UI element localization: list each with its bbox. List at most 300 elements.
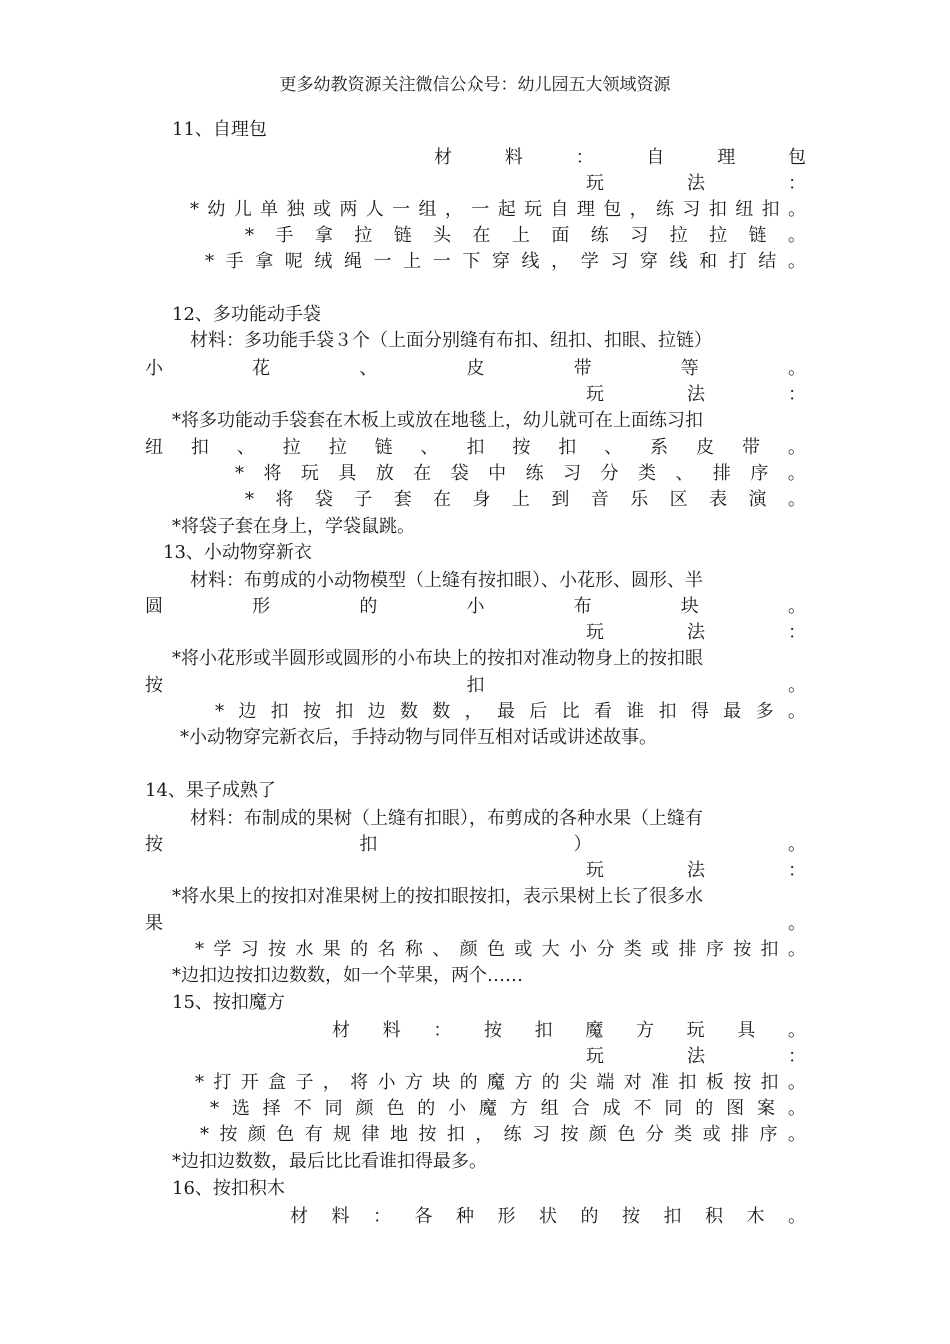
glyph: 两 bbox=[339, 199, 358, 220]
glyph: 或 bbox=[514, 939, 533, 960]
instruction-line: *小动物穿完新衣后，手持动物与同伴互相对话或讲述故事。 bbox=[180, 727, 657, 748]
glyph: 颜 bbox=[247, 1124, 266, 1145]
glyph: 习 bbox=[563, 463, 582, 484]
glyph: 表 bbox=[709, 489, 728, 510]
glyph: 习 bbox=[610, 251, 629, 272]
glyph: 。 bbox=[787, 834, 806, 855]
glyph: 果 bbox=[322, 939, 341, 960]
glyph: 扣 bbox=[761, 199, 780, 220]
glyph: * bbox=[215, 701, 224, 722]
glyph: 习 bbox=[630, 225, 649, 246]
glyph: 排 bbox=[678, 939, 697, 960]
glyph: 下 bbox=[462, 251, 481, 272]
glyph: 习 bbox=[682, 199, 701, 220]
glyph: 按 bbox=[268, 939, 287, 960]
glyph: 的 bbox=[359, 596, 378, 617]
instruction-line bbox=[195, 1070, 806, 1096]
glyph: 排 bbox=[712, 463, 731, 484]
glyph: 拉 bbox=[709, 225, 728, 246]
glyph: 方 bbox=[514, 1072, 533, 1093]
glyph: 数 bbox=[432, 701, 451, 722]
glyph: 手 bbox=[225, 251, 244, 272]
glyph: 或 bbox=[312, 199, 331, 220]
glyph: 布 bbox=[573, 596, 592, 617]
glyph: 单 bbox=[260, 199, 279, 220]
glyph: 一 bbox=[392, 199, 411, 220]
glyph: 尖 bbox=[569, 1072, 588, 1093]
glyph: 玩 bbox=[524, 199, 543, 220]
glyph: 在 bbox=[433, 489, 452, 510]
glyph: 圆 bbox=[145, 596, 163, 617]
glyph: 在 bbox=[413, 463, 432, 484]
glyph: 上 bbox=[511, 225, 530, 246]
glyph: 选 bbox=[231, 1098, 250, 1119]
instruction-line bbox=[200, 1122, 806, 1148]
glyph: 按 bbox=[733, 939, 752, 960]
glyph: 将 bbox=[275, 489, 294, 510]
glyph: 同 bbox=[664, 1098, 683, 1119]
play-method-label bbox=[586, 382, 806, 408]
glyph: 。 bbox=[787, 1098, 806, 1119]
glyph: 花 bbox=[252, 358, 271, 379]
glyph: 的 bbox=[350, 939, 369, 960]
instruction-line bbox=[205, 249, 806, 275]
glyph: 学 bbox=[213, 939, 232, 960]
glyph: 一 bbox=[373, 251, 392, 272]
glyph: 块 bbox=[432, 1072, 451, 1093]
play-method-label bbox=[586, 620, 806, 646]
glyph: 按 bbox=[560, 1124, 579, 1145]
glyph: 手 bbox=[275, 225, 294, 246]
glyph: 对 bbox=[623, 1072, 642, 1093]
instruction-line bbox=[245, 487, 806, 513]
glyph: 习 bbox=[240, 939, 259, 960]
glyph: 学 bbox=[580, 251, 599, 272]
page-header: 更多幼教资源关注微信公众号：幼儿园五大领域资源 bbox=[279, 75, 671, 95]
glyph: 得 bbox=[690, 701, 709, 722]
glyph: * bbox=[200, 1124, 209, 1145]
glyph: ： bbox=[373, 1206, 391, 1227]
glyph: 拿 bbox=[255, 251, 274, 272]
glyph: 形 bbox=[252, 596, 271, 617]
glyph: 法 bbox=[687, 1046, 705, 1067]
instruction-line-cont bbox=[145, 911, 806, 937]
instruction-line bbox=[210, 1096, 806, 1122]
glyph: 。 bbox=[787, 251, 806, 272]
glyph: 木 bbox=[746, 1206, 765, 1227]
glyph: 材 bbox=[332, 1020, 350, 1041]
glyph: 、 bbox=[604, 437, 623, 458]
glyph: 序 bbox=[705, 939, 724, 960]
glyph: 一 bbox=[471, 199, 490, 220]
glyph: 块 bbox=[680, 596, 699, 617]
glyph: ） bbox=[573, 834, 592, 855]
instruction-line: *将袋子套在身上，学袋鼠跳。 bbox=[172, 516, 415, 537]
glyph: 扣 bbox=[446, 1124, 465, 1145]
glyph: 儿 bbox=[233, 199, 252, 220]
glyph: 。 bbox=[787, 225, 806, 246]
glyph: 玩 bbox=[686, 1020, 705, 1041]
glyph: 袋 bbox=[450, 463, 469, 484]
glyph: 玩 bbox=[586, 384, 604, 405]
instruction-line: *将水果上的按扣对准果树上的按扣眼按扣，表示果树上长了很多水 bbox=[172, 886, 703, 907]
glyph: 料 bbox=[331, 1206, 350, 1227]
glyph: 材 bbox=[290, 1206, 308, 1227]
glyph: 魔 bbox=[479, 1098, 498, 1119]
glyph: 组 bbox=[540, 1098, 559, 1119]
glyph: 边 bbox=[367, 701, 386, 722]
glyph: 规 bbox=[333, 1124, 352, 1145]
glyph: 案 bbox=[757, 1098, 776, 1119]
glyph: 、 bbox=[432, 939, 451, 960]
instruction-line: *将小花形或半圆形或圆形的小布块上的按扣对准动物身上的按扣眼 bbox=[172, 648, 703, 669]
instruction-line bbox=[245, 223, 806, 249]
glyph: 身 bbox=[472, 489, 491, 510]
glyph: 按 bbox=[418, 1124, 437, 1145]
glyph: 有 bbox=[304, 1124, 323, 1145]
glyph: 小 bbox=[569, 939, 588, 960]
glyph: 多 bbox=[755, 701, 774, 722]
glyph: ： bbox=[788, 384, 806, 405]
glyph: 方 bbox=[404, 1072, 423, 1093]
glyph: 材 bbox=[434, 147, 452, 168]
glyph: 上 bbox=[511, 489, 530, 510]
glyph: 比 bbox=[561, 701, 580, 722]
glyph: * bbox=[205, 251, 214, 272]
glyph: 绳 bbox=[343, 251, 362, 272]
materials-line: 材料：布制成的果树（上缝有扣眼），布剪成的各种水果（上缝有 bbox=[190, 808, 703, 829]
glyph: 扣 bbox=[760, 1072, 779, 1093]
glyph: 种 bbox=[456, 1206, 474, 1227]
glyph: 。 bbox=[788, 1206, 806, 1227]
glyph: 色 bbox=[617, 1124, 636, 1145]
glyph: 自 bbox=[550, 199, 569, 220]
glyph: 。 bbox=[788, 675, 806, 696]
instruction-line bbox=[235, 461, 806, 487]
glyph: 子 bbox=[354, 489, 373, 510]
glyph: 理 bbox=[576, 199, 595, 220]
glyph: 合 bbox=[571, 1098, 590, 1119]
glyph: 按 bbox=[512, 437, 531, 458]
glyph: 类 bbox=[637, 463, 656, 484]
glyph: 拉 bbox=[669, 225, 688, 246]
glyph: 图 bbox=[726, 1098, 745, 1119]
glyph: 果 bbox=[145, 913, 163, 934]
glyph: 自 bbox=[646, 147, 665, 168]
glyph: 各 bbox=[414, 1206, 433, 1227]
glyph: 幼 bbox=[207, 199, 226, 220]
glyph: 板 bbox=[705, 1072, 724, 1093]
glyph: 练 bbox=[590, 225, 609, 246]
glyph: 方 bbox=[509, 1098, 528, 1119]
glyph: 法 bbox=[687, 860, 705, 881]
glyph: 具 bbox=[338, 463, 357, 484]
glyph: 魔 bbox=[486, 1072, 505, 1093]
glyph: 颜 bbox=[355, 1098, 374, 1119]
glyph: 包 bbox=[787, 147, 806, 168]
glyph: 小 bbox=[466, 596, 485, 617]
glyph: 放 bbox=[375, 463, 394, 484]
glyph: 打 bbox=[213, 1072, 232, 1093]
glyph: 料 bbox=[382, 1020, 401, 1041]
glyph: 的 bbox=[541, 1072, 560, 1093]
glyph: 起 bbox=[497, 199, 516, 220]
glyph: 、 bbox=[359, 358, 378, 379]
glyph: 结 bbox=[758, 251, 777, 272]
glyph: 序 bbox=[750, 463, 769, 484]
glyph: 按 bbox=[145, 675, 163, 696]
glyph: 。 bbox=[787, 199, 806, 220]
glyph: * bbox=[245, 225, 254, 246]
glyph: 具 bbox=[737, 1020, 756, 1041]
glyph: ： bbox=[575, 147, 594, 168]
glyph: 状 bbox=[539, 1206, 557, 1227]
glyph: 演 bbox=[748, 489, 767, 510]
glyph: 的 bbox=[459, 1072, 478, 1093]
glyph: 一 bbox=[432, 251, 451, 272]
glyph: ， bbox=[444, 199, 463, 220]
glyph: 带 bbox=[573, 358, 592, 379]
glyph: 按 bbox=[483, 1020, 502, 1041]
glyph: 按 bbox=[733, 1072, 752, 1093]
glyph: 的 bbox=[580, 1206, 599, 1227]
glyph: 链 bbox=[374, 437, 393, 458]
glyph: 排 bbox=[731, 1124, 750, 1145]
glyph: 的 bbox=[417, 1098, 436, 1119]
glyph: 后 bbox=[529, 701, 548, 722]
glyph: 扣 bbox=[558, 437, 577, 458]
glyph: 最 bbox=[723, 701, 742, 722]
glyph: 。 bbox=[787, 701, 806, 722]
materials-line-cont bbox=[145, 832, 806, 858]
glyph: 。 bbox=[787, 437, 806, 458]
glyph: 法 bbox=[687, 622, 705, 643]
glyph: 扣 bbox=[708, 199, 727, 220]
glyph: 色 bbox=[386, 1098, 405, 1119]
glyph: 上 bbox=[403, 251, 422, 272]
section-title: 15、按扣魔方 bbox=[172, 992, 285, 1013]
glyph: 序 bbox=[759, 1124, 778, 1145]
glyph: 分 bbox=[600, 463, 619, 484]
glyph: 。 bbox=[787, 939, 806, 960]
glyph: 择 bbox=[262, 1098, 281, 1119]
glyph: 颜 bbox=[588, 1124, 607, 1145]
materials-line-cont bbox=[145, 594, 806, 620]
section-title: 16、按扣积木 bbox=[172, 1178, 285, 1199]
glyph: 看 bbox=[593, 701, 612, 722]
glyph: 分 bbox=[596, 939, 615, 960]
glyph: 练 bbox=[656, 199, 675, 220]
glyph: 大 bbox=[541, 939, 560, 960]
glyph: ， bbox=[551, 251, 570, 272]
glyph: * bbox=[245, 489, 254, 510]
glyph: 将 bbox=[350, 1072, 369, 1093]
glyph: 等 bbox=[680, 358, 699, 379]
glyph: 扣 bbox=[270, 701, 289, 722]
glyph: 或 bbox=[651, 939, 670, 960]
glyph: 音 bbox=[590, 489, 609, 510]
glyph: ： bbox=[788, 1046, 806, 1067]
glyph: ： bbox=[788, 622, 806, 643]
glyph: 最 bbox=[496, 701, 515, 722]
glyph: 色 bbox=[276, 1124, 295, 1145]
glyph: 边 bbox=[238, 701, 257, 722]
glyph: 在 bbox=[472, 225, 491, 246]
glyph: 形 bbox=[497, 1206, 516, 1227]
glyph: 皮 bbox=[696, 437, 715, 458]
glyph: 类 bbox=[623, 939, 642, 960]
glyph: 纽 bbox=[735, 199, 754, 220]
glyph: 按 bbox=[622, 1206, 640, 1227]
glyph: 颜 bbox=[459, 939, 478, 960]
glyph: 、 bbox=[420, 437, 439, 458]
section-title: 13、小动物穿新衣 bbox=[163, 542, 312, 563]
glyph: 人 bbox=[365, 199, 384, 220]
materials-line bbox=[290, 1204, 806, 1230]
materials-line-cont bbox=[145, 356, 806, 382]
glyph: 不 bbox=[293, 1098, 312, 1119]
glyph: 套 bbox=[393, 489, 412, 510]
glyph: 扣 bbox=[760, 939, 779, 960]
instruction-line bbox=[190, 197, 806, 223]
glyph: 类 bbox=[674, 1124, 693, 1145]
glyph: 链 bbox=[748, 225, 767, 246]
glyph: * bbox=[235, 463, 244, 484]
glyph: ： bbox=[433, 1020, 452, 1041]
materials-line: 材料：多功能手袋３个（上面分别缝有布扣、纽扣、扣眼、拉链） bbox=[190, 330, 712, 351]
play-method-label bbox=[586, 1044, 806, 1070]
glyph: 。 bbox=[787, 489, 806, 510]
glyph: 。 bbox=[787, 1020, 806, 1041]
instruction-line-cont bbox=[145, 435, 806, 461]
glyph: * bbox=[190, 199, 199, 220]
glyph: 扣 bbox=[658, 701, 677, 722]
glyph: 谁 bbox=[626, 701, 645, 722]
glyph: 中 bbox=[488, 463, 507, 484]
glyph: 方 bbox=[635, 1020, 654, 1041]
glyph: 积 bbox=[705, 1206, 723, 1227]
glyph: 到 bbox=[551, 489, 570, 510]
instruction-line: *边扣边数数，最后比比看谁扣得最多。 bbox=[172, 1151, 487, 1172]
glyph: 扣 bbox=[678, 1072, 697, 1093]
glyph: 打 bbox=[728, 251, 747, 272]
glyph: * bbox=[195, 1072, 204, 1093]
glyph: 数 bbox=[399, 701, 418, 722]
glyph: 扣 bbox=[534, 1020, 553, 1041]
play-method-label bbox=[586, 858, 806, 884]
glyph: 按 bbox=[145, 834, 163, 855]
glyph: 准 bbox=[651, 1072, 670, 1093]
glyph: 按 bbox=[302, 701, 321, 722]
glyph: 。 bbox=[787, 463, 806, 484]
glyph: 或 bbox=[702, 1124, 721, 1145]
glyph: 。 bbox=[787, 358, 806, 379]
glyph: 独 bbox=[286, 199, 305, 220]
glyph: 理 bbox=[717, 147, 736, 168]
glyph: 子 bbox=[295, 1072, 314, 1093]
glyph: 料 bbox=[504, 147, 523, 168]
glyph: 玩 bbox=[586, 1046, 604, 1067]
glyph: 小 bbox=[145, 358, 163, 379]
glyph: 线 bbox=[669, 251, 688, 272]
glyph: 将 bbox=[263, 463, 282, 484]
glyph: ： bbox=[788, 173, 806, 194]
glyph: 、 bbox=[675, 463, 694, 484]
glyph: 习 bbox=[532, 1124, 551, 1145]
play-method-label bbox=[586, 171, 806, 197]
glyph: 端 bbox=[596, 1072, 615, 1093]
glyph: 面 bbox=[551, 225, 570, 246]
glyph: ， bbox=[475, 1124, 494, 1145]
glyph: 扣 bbox=[335, 701, 354, 722]
glyph: 皮 bbox=[466, 358, 485, 379]
section-title: 12、多功能动手袋 bbox=[172, 304, 321, 325]
glyph: 。 bbox=[788, 913, 806, 934]
glyph: 成 bbox=[602, 1098, 621, 1119]
glyph: 扣 bbox=[359, 834, 378, 855]
materials-line: 材料：布剪成的小动物模型（上缝有按扣眼）、小花形、圆形、半 bbox=[190, 570, 703, 591]
glyph: 带 bbox=[741, 437, 760, 458]
glyph: 。 bbox=[787, 596, 806, 617]
glyph: 。 bbox=[787, 1124, 806, 1145]
glyph: 链 bbox=[393, 225, 412, 246]
glyph: 称 bbox=[404, 939, 423, 960]
glyph: 穿 bbox=[491, 251, 510, 272]
instruction-line: *将多功能动手袋套在木板上或放在地毯上，幼儿就可在上面练习扣 bbox=[172, 410, 703, 431]
glyph: 玩 bbox=[300, 463, 319, 484]
glyph: 头 bbox=[433, 225, 452, 246]
glyph: 玩 bbox=[586, 860, 604, 881]
glyph: 练 bbox=[525, 463, 544, 484]
glyph: 包 bbox=[603, 199, 622, 220]
glyph: 乐 bbox=[630, 489, 649, 510]
materials-line bbox=[332, 1018, 806, 1044]
glyph: 小 bbox=[377, 1072, 396, 1093]
glyph: 纽 bbox=[145, 437, 163, 458]
glyph: 同 bbox=[324, 1098, 343, 1119]
glyph: 扣 bbox=[663, 1206, 682, 1227]
glyph: 不 bbox=[633, 1098, 652, 1119]
glyph: 袋 bbox=[314, 489, 333, 510]
glyph: 盒 bbox=[268, 1072, 287, 1093]
glyph: 扣 bbox=[466, 675, 485, 696]
glyph: ： bbox=[788, 860, 806, 881]
glyph: 扣 bbox=[466, 437, 485, 458]
glyph: 地 bbox=[389, 1124, 408, 1145]
glyph: 名 bbox=[377, 939, 396, 960]
instruction-line bbox=[195, 937, 806, 963]
glyph: 玩 bbox=[586, 622, 604, 643]
instruction-line: *边扣边按扣边数数，如一个苹果，两个…… bbox=[172, 965, 523, 986]
instruction-line bbox=[215, 699, 806, 725]
glyph: 按 bbox=[219, 1124, 238, 1145]
glyph: 的 bbox=[695, 1098, 714, 1119]
glyph: 魔 bbox=[585, 1020, 604, 1041]
glyph: 、 bbox=[236, 437, 255, 458]
glyph: 小 bbox=[448, 1098, 467, 1119]
glyph: 律 bbox=[361, 1124, 380, 1145]
glyph: 分 bbox=[645, 1124, 664, 1145]
glyph: 拉 bbox=[354, 225, 373, 246]
glyph: 线 bbox=[521, 251, 540, 272]
glyph: ， bbox=[629, 199, 648, 220]
instruction-line-cont bbox=[145, 673, 806, 699]
glyph: * bbox=[195, 939, 204, 960]
glyph: 拿 bbox=[314, 225, 333, 246]
glyph: 扣 bbox=[190, 437, 209, 458]
glyph: 区 bbox=[669, 489, 688, 510]
glyph: ， bbox=[464, 701, 483, 722]
